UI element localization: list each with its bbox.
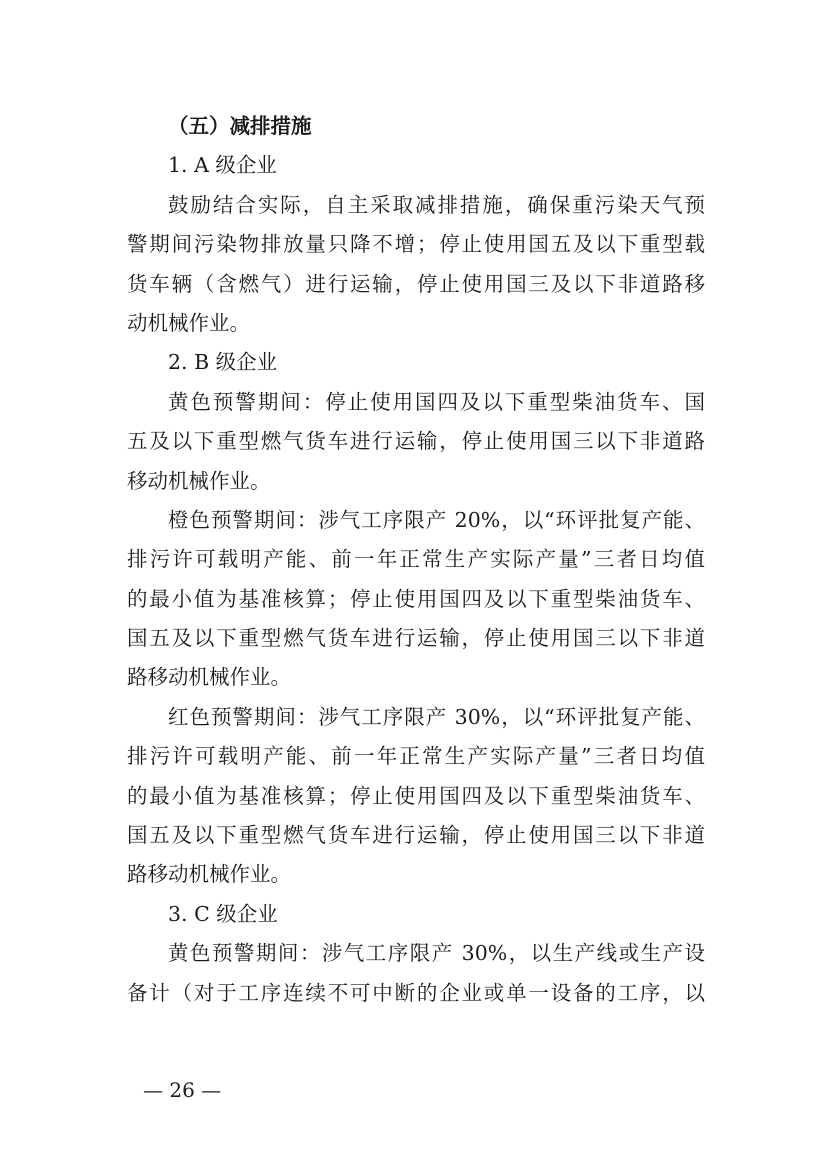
section-heading: （五）减排措施	[168, 114, 312, 138]
b-grade-yellow-paragraph	[127, 383, 705, 501]
c-grade-title: 3. C 级企业	[168, 901, 278, 926]
b-grade-orange-paragraph	[127, 501, 705, 698]
document-body	[127, 107, 705, 1013]
paragraph-line: 路移动机械作业。	[127, 862, 291, 887]
page-number: — 26 —	[143, 1078, 222, 1102]
paragraph-line: 国五及以下重型燃气货车进行运输，停止使用国三以下非道	[127, 823, 705, 848]
paragraph-line: 黄色预警期间：停止使用国四及以下重型柴油货车、国	[168, 389, 705, 414]
paragraph-line: 红色预警期间：涉气工序限产 30%，以“环评批复产能、	[168, 704, 705, 729]
c-grade-yellow-paragraph	[127, 934, 705, 1013]
paragraph-line: 的最小值为基准核算；停止使用国四及以下重型柴油货车、	[127, 783, 705, 808]
paragraph-line: 国五及以下重型燃气货车进行运输，停止使用国三以下非道	[127, 626, 705, 651]
a-grade-title: 1. A 级企业	[168, 153, 277, 178]
paragraph-line: 货车辆（含燃气）进行运输，停止使用国三及以下非道路移	[127, 271, 705, 296]
paragraph-line: 的最小值为基准核算；停止使用国四及以下重型柴油货车、	[127, 586, 705, 611]
a-grade-paragraph	[127, 186, 705, 344]
paragraph-line: 警期间污染物排放量只降不增；停止使用国五及以下重型载	[127, 232, 705, 257]
paragraph-line: 鼓励结合实际，自主采取减排措施，确保重污染天气预	[168, 192, 705, 217]
paragraph-line: 黄色预警期间：涉气工序限产 30%，以生产线或生产设	[168, 941, 705, 966]
paragraph-line: 排污许可载明产能、前一年正常生产实际产量”三者日均值	[127, 744, 705, 769]
paragraph-line: 路移动机械作业。	[127, 665, 291, 690]
paragraph-line: 移动机械作业。	[127, 468, 271, 493]
paragraph-line: 橙色预警期间：涉气工序限产 20%，以“环评批复产能、	[168, 507, 705, 532]
paragraph-line: 备计（对于工序连续不可中断的企业或单一设备的工序，以	[127, 980, 705, 1005]
b-grade-red-paragraph	[127, 698, 705, 895]
b-grade-title: 2. B 级企业	[168, 350, 278, 375]
paragraph-line: 动机械作业。	[127, 310, 250, 335]
paragraph-line: 五及以下重型燃气货车进行运输，停止使用国三以下非道路	[127, 429, 705, 454]
paragraph-line: 排污许可载明产能、前一年正常生产实际产量”三者日均值	[127, 547, 705, 572]
